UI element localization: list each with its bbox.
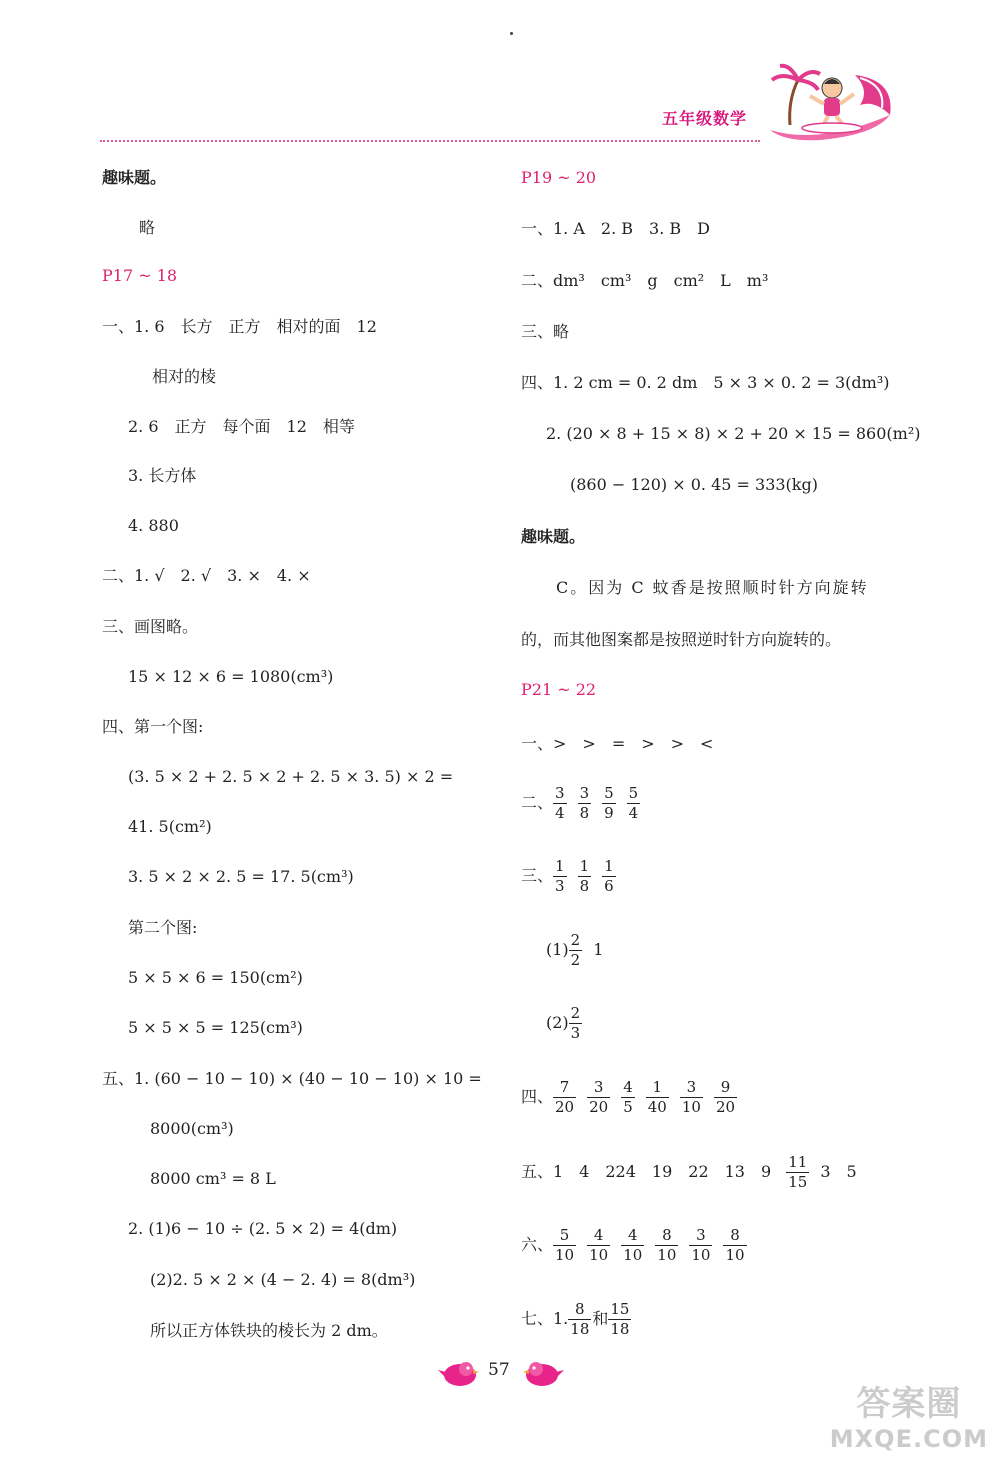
watermark-line2: MXQE.COM xyxy=(829,1425,988,1453)
section-p17-18: P17 ~ 18 xyxy=(102,266,178,285)
answer-4-calc4: 5 × 5 × 5 = 125(cm³) xyxy=(128,1018,303,1037)
s4-prefix: (1) xyxy=(546,940,569,959)
fraction-numerator: 1 xyxy=(555,857,565,875)
fraction xyxy=(621,1226,644,1265)
fraction-denominator: 10 xyxy=(589,1246,609,1264)
s-answer-6 xyxy=(521,1226,758,1265)
fraction-numerator: 3 xyxy=(555,784,565,802)
fraction xyxy=(786,1153,809,1192)
fraction-numerator: 4 xyxy=(587,1226,610,1246)
fraction xyxy=(602,784,616,823)
s8-prefix: 六、 xyxy=(521,1235,554,1254)
answer-3: 三、画图略。 xyxy=(102,617,199,636)
answer-4-calc3: 5 × 5 × 6 = 150(cm²) xyxy=(128,968,303,987)
fraction-denominator: 8 xyxy=(579,877,590,895)
answer-5-1: 五、1. (60 − 10 − 10) × (40 − 10 − 10) × 10 = xyxy=(102,1069,482,1088)
fraction xyxy=(655,1226,678,1265)
fraction-denominator: 15 xyxy=(788,1173,808,1191)
fraction-numerator: 9 xyxy=(714,1078,737,1098)
r-fun-answer-2: 的，而其他图案都是按照逆时针方向旋转的。 xyxy=(521,630,842,649)
r-answer-1: 一、1. A 2. B 3. B D xyxy=(521,219,710,238)
fraction-numerator: 11 xyxy=(788,1153,808,1171)
fraction-numerator: 5 xyxy=(628,784,639,802)
s-answer-3 xyxy=(521,857,627,896)
answer-4: 四、第一个图: xyxy=(102,717,204,736)
r-answer-4-2-cont: (860 − 120) × 0. 45 = 333(kg) xyxy=(570,475,818,494)
s4-fractions xyxy=(569,931,594,969)
answer-1-4: 4. 880 xyxy=(128,516,179,535)
fraction-numerator: 3 xyxy=(689,1226,712,1246)
answer-2: 二、1. √ 2. √ 3. × 4. × xyxy=(102,566,311,585)
s2-prefix: 二、 xyxy=(521,793,554,812)
answer-4-calc1-result: 41. 5(cm²) xyxy=(128,817,212,836)
fraction-denominator: 10 xyxy=(725,1246,745,1264)
fraction xyxy=(553,784,567,823)
watermark-line1: 答案圈 xyxy=(856,1384,962,1424)
fraction-denominator: 6 xyxy=(604,877,614,895)
fraction xyxy=(723,1226,746,1265)
fraction xyxy=(602,857,616,896)
r-answer-3: 三、略 xyxy=(521,322,570,341)
fraction-numerator: 3 xyxy=(579,784,590,802)
fraction xyxy=(578,784,592,823)
fraction-numerator: 2 xyxy=(570,931,581,949)
fraction-denominator: 3 xyxy=(555,877,565,895)
left-fun-title: 趣味题。 xyxy=(102,168,167,187)
s7-tail: 3 5 xyxy=(820,1162,857,1181)
s7-fractions xyxy=(786,1153,820,1191)
answer-1-1: 一、1. 6 长方 正方 相对的面 12 xyxy=(102,317,377,336)
fraction-numerator: 8 xyxy=(723,1226,746,1246)
r-answer-4-2: 2. (20 × 8 + 15 × 8) × 2 + 20 × 15 = 860(m²) xyxy=(546,424,921,443)
answer-1-1-cont: 相对的棱 xyxy=(152,367,217,386)
s-answer-1: 一、> > = > > < xyxy=(521,734,714,753)
fraction-denominator: 10 xyxy=(623,1246,643,1264)
s2-fractions xyxy=(553,784,651,822)
fraction-numerator: 3 xyxy=(587,1078,610,1098)
s8-fractions xyxy=(553,1226,758,1264)
fraction-denominator: 18 xyxy=(570,1320,590,1338)
fraction-denominator: 18 xyxy=(610,1320,630,1338)
r-answer-4-1: 四、1. 2 cm = 0. 2 dm 5 × 3 × 0. 2 = 3(dm³) xyxy=(521,373,890,392)
bird-right-icon xyxy=(522,1358,566,1388)
s-answer-4 xyxy=(521,1078,748,1117)
answer-5-1-convert: 8000 cm³ = 8 L xyxy=(150,1169,276,1188)
answer-3-calc: 15 × 12 × 6 = 1080(cm³) xyxy=(128,667,334,686)
fraction xyxy=(587,1226,610,1265)
answer-5-conclusion: 所以正方体铁块的棱长为 2 dm。 xyxy=(150,1321,388,1340)
s9-mid: 和 xyxy=(592,1309,609,1328)
fraction xyxy=(587,1078,610,1117)
fraction-denominator: 2 xyxy=(570,951,581,969)
fraction-numerator: 15 xyxy=(610,1300,630,1318)
left-fun-answer: 略 xyxy=(139,218,156,237)
bird-left-icon xyxy=(436,1358,480,1388)
fraction-denominator: 10 xyxy=(555,1246,575,1264)
s-answer-5 xyxy=(521,1153,857,1192)
s5-prefix: (2) xyxy=(546,1013,569,1032)
s7-prefix: 五、1 4 224 19 22 13 9 xyxy=(521,1162,772,1181)
fraction xyxy=(569,1004,583,1043)
fraction-denominator: 10 xyxy=(657,1246,677,1264)
fraction xyxy=(714,1078,737,1117)
fraction-numerator: 3 xyxy=(680,1078,703,1098)
answer-4-calc2: 3. 5 × 2 × 2. 5 = 17. 5(cm³) xyxy=(128,867,354,886)
fraction-numerator: 8 xyxy=(655,1226,678,1246)
fraction-denominator: 8 xyxy=(579,804,590,822)
watermark xyxy=(830,1376,988,1453)
fraction xyxy=(578,857,592,896)
fraction xyxy=(553,857,567,896)
fraction-denominator: 4 xyxy=(555,804,565,822)
fraction xyxy=(553,1226,576,1265)
fraction-denominator: 5 xyxy=(623,1098,633,1116)
fraction-numerator: 4 xyxy=(621,1226,644,1246)
s5-fractions xyxy=(569,1004,594,1042)
header-divider xyxy=(100,140,760,142)
s-answer-3-2 xyxy=(546,1004,593,1043)
s9-prefix: 七、1. xyxy=(521,1309,569,1328)
answer-4-calc1: (3. 5 × 2 + 2. 5 × 2 + 2. 5 × 3. 5) × 2 = xyxy=(128,767,454,786)
s-answer-7 xyxy=(521,1300,642,1339)
fraction-numerator: 1 xyxy=(604,857,614,875)
fraction xyxy=(553,1078,576,1117)
fraction xyxy=(608,1300,631,1339)
fraction-denominator: 40 xyxy=(647,1098,667,1116)
fraction-numerator: 2 xyxy=(570,1004,581,1022)
fraction-denominator: 10 xyxy=(691,1246,711,1264)
fraction-denominator: 20 xyxy=(555,1098,575,1116)
s3-prefix: 三、 xyxy=(521,866,554,885)
fraction xyxy=(646,1078,669,1117)
r-fun-answer-1: C。因为 C 蚊香是按照顺时针方向旋转 xyxy=(556,578,869,597)
page-number: 57 xyxy=(488,1360,510,1380)
fraction-numerator: 1 xyxy=(579,857,590,875)
fraction-numerator: 4 xyxy=(623,1078,633,1096)
fraction-numerator: 5 xyxy=(553,1226,576,1246)
s-answer-2 xyxy=(521,784,651,823)
top-dot xyxy=(510,32,513,35)
fraction-denominator: 3 xyxy=(570,1024,581,1042)
fraction xyxy=(627,784,641,823)
s6-fractions xyxy=(553,1078,748,1116)
fraction xyxy=(680,1078,703,1117)
fraction xyxy=(569,931,583,970)
answer-4-second: 第二个图: xyxy=(128,918,198,937)
fraction-denominator: 20 xyxy=(589,1098,609,1116)
fraction-denominator: 20 xyxy=(715,1098,736,1116)
s4-tail: 1 xyxy=(593,940,604,959)
surfer-illustration xyxy=(760,60,900,145)
fraction-numerator: 8 xyxy=(568,1300,591,1320)
answer-5-2a: 2. (1)6 − 10 ÷ (2. 5 × 2) = 4(dm) xyxy=(128,1219,398,1238)
fraction xyxy=(689,1226,712,1265)
section-p21-22: P21 ~ 22 xyxy=(521,680,597,699)
r-fun-title: 趣味题。 xyxy=(521,527,586,546)
header-title: 五年级数学 xyxy=(662,109,748,128)
fraction-numerator: 7 xyxy=(553,1078,576,1098)
section-p19-20: P19 ~ 20 xyxy=(521,168,597,187)
r-answer-2: 二、dm³ cm³ g cm² L m³ xyxy=(521,271,769,290)
s3-fractions xyxy=(553,857,627,895)
fraction-denominator: 9 xyxy=(604,804,614,822)
fraction-numerator: 1 xyxy=(646,1078,669,1098)
fraction xyxy=(568,1300,591,1339)
answer-5-1-result: 8000(cm³) xyxy=(150,1119,234,1138)
answer-1-3: 3. 长方体 xyxy=(128,466,197,485)
fraction xyxy=(621,1078,635,1117)
fraction-denominator: 4 xyxy=(628,804,639,822)
fraction-denominator: 10 xyxy=(681,1098,701,1116)
answer-1-2: 2. 6 正方 每个面 12 相等 xyxy=(128,417,355,436)
fraction-numerator: 5 xyxy=(604,784,614,802)
answer-5-2b: (2)2. 5 × 2 × (4 − 2. 4) = 8(dm³) xyxy=(150,1270,416,1289)
s9b-fractions xyxy=(608,1300,642,1338)
s-answer-3-1 xyxy=(546,931,603,970)
s6-prefix: 四、 xyxy=(521,1087,554,1106)
